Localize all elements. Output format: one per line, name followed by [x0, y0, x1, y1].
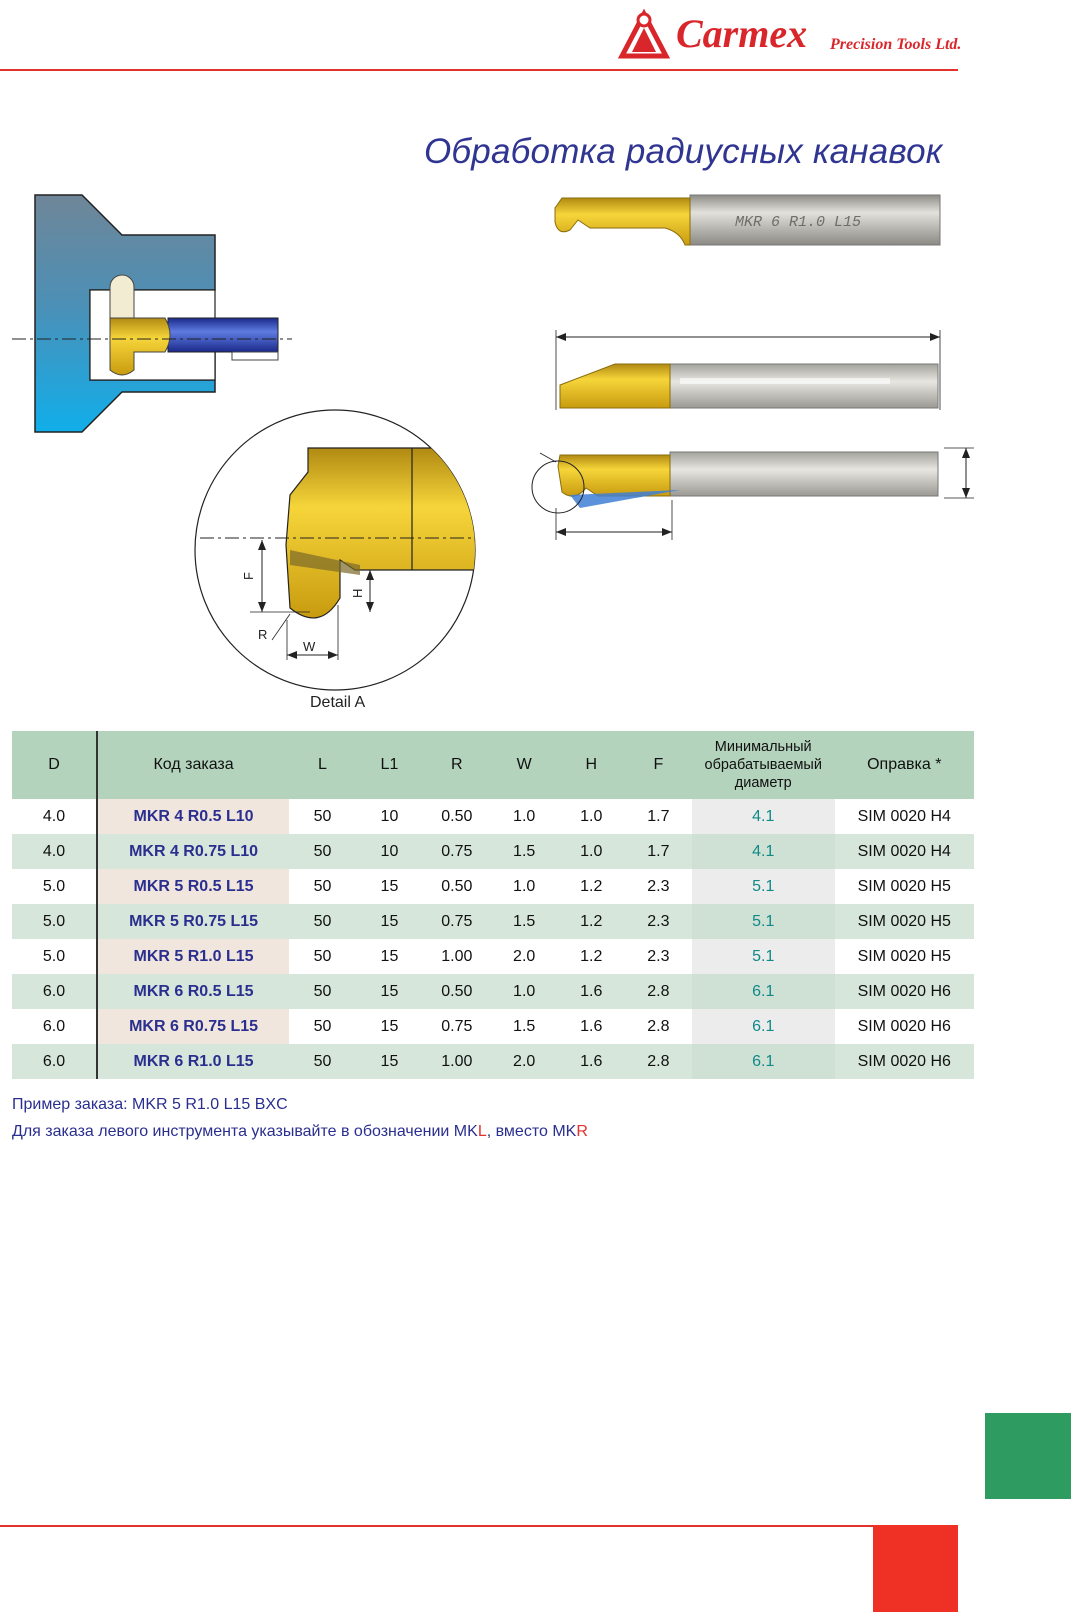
cell-holder: SIM 0020 H6 [835, 974, 974, 1009]
cell-holder: SIM 0020 H4 [835, 834, 974, 869]
cell-d: 6.0 [12, 1009, 97, 1044]
cell-r: 1.00 [423, 939, 491, 974]
cell-h: 1.0 [558, 799, 625, 834]
detail-a-circle [195, 410, 500, 690]
col-w: W [491, 731, 558, 799]
dim-f-label: F [241, 572, 256, 580]
cell-holder: SIM 0020 H5 [835, 939, 974, 974]
cell-w: 2.0 [491, 1044, 558, 1079]
dim-h-label: H [350, 588, 365, 598]
cell-min: 5.1 [692, 939, 835, 974]
cell-holder: SIM 0020 H6 [835, 1009, 974, 1044]
cell-l1: 15 [356, 939, 423, 974]
brand-name: Carmex [676, 11, 808, 56]
cell-w: 1.5 [491, 1009, 558, 1044]
cell-d: 4.0 [12, 834, 97, 869]
cell-w: 2.0 [491, 939, 558, 974]
cell-min: 4.1 [692, 834, 835, 869]
cell-d: 6.0 [12, 974, 97, 1009]
cell-code: MKR 5 R0.75 L15 [97, 904, 289, 939]
cell-h: 1.6 [558, 974, 625, 1009]
table-row [12, 1009, 974, 1044]
cell-l1: 15 [356, 904, 423, 939]
col-min-line3: диаметр [734, 775, 792, 791]
cell-code: MKR 5 R1.0 L15 [97, 939, 289, 974]
table-row [12, 904, 974, 939]
cell-d: 5.0 [12, 869, 97, 904]
col-h: H [558, 731, 625, 799]
cell-r: 0.75 [423, 904, 491, 939]
cell-f: 1.7 [625, 834, 692, 869]
cell-h: 1.6 [558, 1044, 625, 1079]
cell-h: 1.2 [558, 939, 625, 974]
col-r: R [423, 731, 491, 799]
cell-r: 0.75 [423, 1009, 491, 1044]
table-row [12, 834, 974, 869]
cell-l: 50 [289, 834, 356, 869]
cell-l1: 15 [356, 974, 423, 1009]
cell-r: 0.50 [423, 974, 491, 1009]
cell-f: 1.7 [625, 799, 692, 834]
cell-r: 0.75 [423, 834, 491, 869]
cell-l1: 15 [356, 1044, 423, 1079]
col-holder: Оправка * [835, 731, 974, 799]
cell-h: 1.2 [558, 904, 625, 939]
footer-rule [0, 1525, 958, 1527]
cell-f: 2.8 [625, 1044, 692, 1079]
cell-code: MKR 6 R0.75 L15 [97, 1009, 289, 1044]
cell-min: 6.1 [692, 1009, 835, 1044]
cell-h: 1.0 [558, 834, 625, 869]
cell-r: 0.50 [423, 799, 491, 834]
cell-w: 1.0 [491, 869, 558, 904]
table-row [12, 869, 974, 904]
cell-w: 1.0 [491, 974, 558, 1009]
spec-table [12, 731, 974, 1079]
cell-l: 50 [289, 1009, 356, 1044]
cell-r: 0.50 [423, 869, 491, 904]
cell-holder: SIM 0020 H5 [835, 904, 974, 939]
col-min-line1: Минимальный [714, 739, 812, 755]
cell-l: 50 [289, 974, 356, 1009]
cell-min: 6.1 [692, 974, 835, 1009]
cell-f: 2.3 [625, 869, 692, 904]
col-d: D [12, 731, 97, 799]
table-header-row [12, 731, 974, 799]
cell-code: MKR 5 R0.5 L15 [97, 869, 289, 904]
col-l1: L1 [356, 731, 423, 799]
left-note-prefix: Для заказа левого инструмента указывайте в обозначении MK [12, 1123, 478, 1140]
cell-code: MKR 6 R1.0 L15 [97, 1044, 289, 1079]
cell-l: 50 [289, 869, 356, 904]
workpiece-section [12, 195, 292, 432]
left-note-l: L [477, 1123, 487, 1140]
cell-d: 5.0 [12, 939, 97, 974]
cell-min: 5.1 [692, 869, 835, 904]
cell-f: 2.3 [625, 904, 692, 939]
table-row [12, 1044, 974, 1079]
cell-l1: 15 [356, 869, 423, 904]
cell-holder: SIM 0020 H6 [835, 1044, 974, 1079]
tool-marking: MKR 6 R1.0 L15 [735, 214, 862, 231]
order-example-note: Пример заказа: MKR 5 R1.0 L15 BXC [12, 1096, 288, 1113]
cell-holder: SIM 0020 H4 [835, 799, 974, 834]
cell-l: 50 [289, 799, 356, 834]
table-row [12, 974, 974, 1009]
left-tool-note [12, 1123, 588, 1141]
footer-red-block [873, 1525, 958, 1612]
cell-min: 6.1 [692, 1044, 835, 1079]
tool-front-view [532, 448, 974, 540]
cell-f: 2.3 [625, 939, 692, 974]
detail-a-label: Detail A [310, 694, 366, 711]
cell-h: 1.2 [558, 869, 625, 904]
brand-subtitle: Precision Tools Ltd. [830, 36, 962, 53]
col-min-line2: обрабатываемый [704, 757, 822, 773]
cell-l: 50 [289, 904, 356, 939]
dim-r-label: R [258, 627, 268, 642]
cell-l: 50 [289, 1044, 356, 1079]
cell-code: MKR 6 R0.5 L15 [97, 974, 289, 1009]
cell-d: 6.0 [12, 1044, 97, 1079]
col-f: F [625, 731, 692, 799]
cell-l1: 10 [356, 799, 423, 834]
cell-holder: SIM 0020 H5 [835, 869, 974, 904]
cell-code: MKR 4 R0.75 L10 [97, 834, 289, 869]
table-row [12, 799, 974, 834]
cell-w: 1.5 [491, 904, 558, 939]
cell-w: 1.0 [491, 799, 558, 834]
technical-drawings [0, 0, 1071, 720]
cell-l1: 10 [356, 834, 423, 869]
cell-f: 2.8 [625, 1009, 692, 1044]
cell-w: 1.5 [491, 834, 558, 869]
cell-h: 1.6 [558, 1009, 625, 1044]
cell-l: 50 [289, 939, 356, 974]
tool-photo [555, 195, 940, 245]
cell-min: 4.1 [692, 799, 835, 834]
tool-side-view [556, 330, 940, 410]
cell-d: 5.0 [12, 904, 97, 939]
col-l: L [289, 731, 356, 799]
col-min-diameter [692, 731, 835, 799]
cell-f: 2.8 [625, 974, 692, 1009]
left-note-r: R [576, 1123, 588, 1140]
left-note-mid: , вместо MK [486, 1123, 577, 1140]
cell-r: 1.00 [423, 1044, 491, 1079]
cell-d: 4.0 [12, 799, 97, 834]
cell-code: MKR 4 R0.5 L10 [97, 799, 289, 834]
table-row [12, 939, 974, 974]
section-tab [985, 1413, 1071, 1499]
col-code: Код заказа [97, 731, 289, 799]
dim-w-label: W [303, 639, 316, 654]
cell-min: 5.1 [692, 904, 835, 939]
cell-l1: 15 [356, 1009, 423, 1044]
page-title: Обработка радиусных канавок [424, 132, 943, 171]
